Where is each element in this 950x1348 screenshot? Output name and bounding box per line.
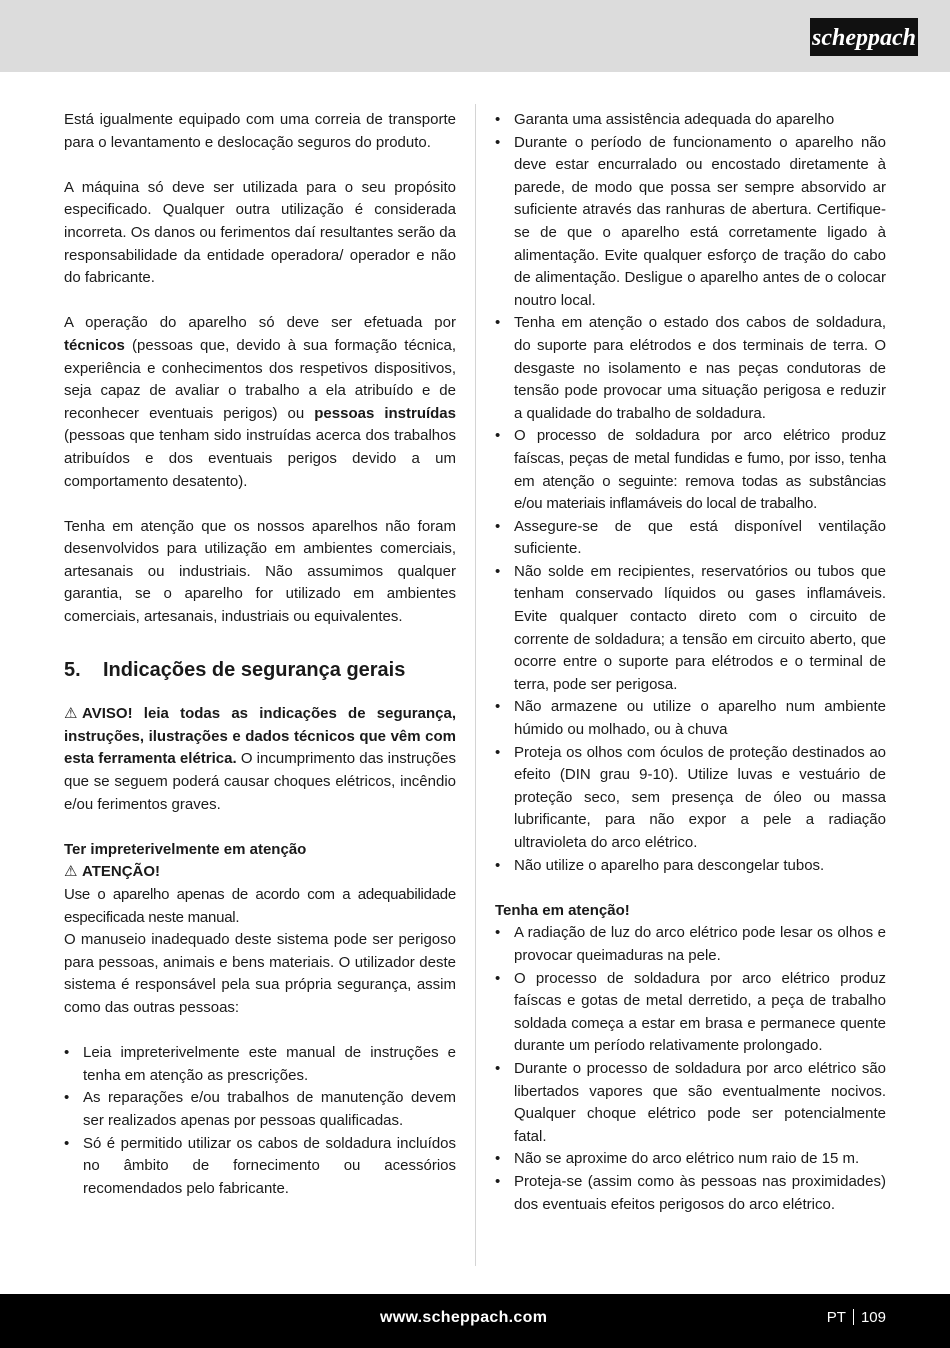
list-item: • Tenha em atenção o estado dos cabos de soldadura, do suporte para elétrodos e dos terminais de terra. O desgaste no isolamento e nas peças condutoras de tensão pode provocar uma situação perigosa e reduzir a qualidade do trabalho de soldadura. <box>495 314 886 422</box>
list-item: • O processo de soldadura por arco elétrico produz faíscas, peças de metal fundidas e fumo, por isso, tenha em atenção o seguinte: remova todas as substâncias e/ou materiais inflamáveis do local de trabalho. <box>495 427 886 513</box>
list-item: • A radiação de luz do arco elétrico pode lesar os olhos e provocar queimaduras na pele. <box>495 924 886 964</box>
list-item: • Não solde em recipientes, reservatórios ou tubos que tenham conservado líquidos ou gases inflamáveis. Evite qualquer contacto direto com o circuito de corrente de soldadura; a tensão em circuito aberto, que ocorre entre o suporte para elétrodos e o terminal de terra, pode ser perigosa. <box>495 562 886 693</box>
right-bullet-list <box>495 109 886 877</box>
term-technicians: técnicos <box>64 336 125 354</box>
scheppach-logo <box>810 18 918 56</box>
list-item: • Proteja-se (assim como às pessoas nas proximidades) dos eventuais efeitos perigosos do arco elétrico. <box>495 1172 886 1213</box>
page-footer <box>0 1294 950 1348</box>
paragraph-attention-1: Use o aparelho apenas de acordo com a adequabilidade especificada neste manual. <box>64 886 456 926</box>
paragraph-attention-2: O manuseio inadequado deste sistema pode ser perigoso para pessoas, animais e bens materiais. O utilizador deste sistema é responsável pela sua própria segurança, assim como das outras pessoas: <box>64 931 456 1016</box>
right-column <box>495 109 886 1216</box>
left-bullet-list <box>64 1042 456 1200</box>
list-item: • Garanta uma assistência adequada do aparelho <box>495 111 835 128</box>
page-number: 109 <box>860 1309 886 1326</box>
paragraph-intended-use: A máquina só deve ser utilizada para o seu propósito especificado. Qualquer outra utilização é considerada incorreta. Os danos ou ferimentos daí resultantes serão da responsabilidade da entidade operadora/ operador e não do fabricante. <box>64 178 456 287</box>
attention-heading-right: Tenha em atenção! <box>495 901 630 919</box>
list-item: • Assegure-se de que está disponível ventilação suficiente. <box>495 517 886 558</box>
list-item: • Não armazene ou utilize o aparelho num ambiente húmido ou molhado, ou à chuva <box>495 698 886 739</box>
page-indicator <box>827 1309 886 1326</box>
attention-heading: Ter impreterivelmente em atenção <box>64 840 307 858</box>
list-item: • Durante o processo de soldadura por arco elétrico são libertados vapores que são eventualmente nocivos. Qualquer choque elétrico pode ser potencialmente fatal. <box>495 1059 886 1145</box>
logo-text: scheppach <box>812 25 916 51</box>
website-link[interactable]: www.scheppach.com <box>380 1309 548 1326</box>
list-item: • Não se aproxime do arco elétrico num raio de 15 m. <box>495 1150 860 1168</box>
list-item: • O processo de soldadura por arco elétrico produz faíscas e gotas de metal derretido, a peça de trabalho soldada começa a estar em brasa e permanece quente durante um período relativamente prolongado. <box>495 969 886 1055</box>
language-code: PT <box>826 1309 846 1326</box>
right-bullet-list-2 <box>495 922 886 1216</box>
page-header <box>0 0 950 72</box>
left-column <box>64 109 456 1200</box>
paragraph-operators: A operação do aparelho só deve ser efetuada por técnicos (pessoas que, devido à sua formação técnica, experiência e conhecimentos dos respetivos dispositivos, seja capaz de avaliar o trabalho a ela atribuído e de reconhecer eventuais perigos) ou pessoas instruídas (pessoas que tenham sido instruídas acerca dos trabalhos atribuídos e dos eventuais perigos devido a um comportamento desatento). <box>64 314 456 490</box>
paragraph-commercial-use: Tenha em atenção que os nossos aparelhos não foram desenvolvidos para utilização em ambientes comerciais, artesanais ou industriais. Não assumimos qualquer garantia, se o aparelho for utilizado em ambientes comerciais, artesanais, industriais ou equivalentes. <box>64 517 456 626</box>
column-divider <box>475 104 476 1266</box>
list-item: • Leia impreterivelmente este manual de instruções e tenha em atenção as prescrições. <box>64 1044 456 1084</box>
warning-icon: ⚠ <box>64 863 78 881</box>
list-item: • Proteja os olhos com óculos de proteção destinados ao efeito (DIN grau 9-10). Utilize luvas e vestuário de proteção seco, sem presença de óleo ou massa lubrificante, para não expor a pele a radiação ultravioleta do arco elétrico. <box>495 743 886 851</box>
warning-icon: ⚠ <box>64 705 78 723</box>
list-item: • Só é permitido utilizar os cabos de soldadura incluídos no âmbito de fornecimento ou acessórios recomendados pelo fabricante. <box>64 1134 456 1197</box>
paragraph-warning: ⚠ AVISO! leia todas as indicações de segurança, instruções, ilustrações e dados técnicos que vêm com esta ferramenta elétrica. O incumprimento das instruções que se seguem poderá causar choques elétricos, incêndio e/ou ferimentos graves. <box>64 705 456 813</box>
list-item: • Durante o período de funcionamento o aparelho não deve estar encurralado ou encostado diretamente à parede, de modo que possa ser sempre absorvido ar suficiente através das ranhuras de abertura. Certifique-se de que o aparelho está corretamente ligado à alimentação. Evite qualquer esforço de tração do cabo de alimentação. Desligue o aparelho antes de o colocar noutro local. <box>495 133 886 309</box>
section-heading: 5. Indicações de segurança gerais <box>64 659 406 682</box>
term-instructed-persons: pessoas instruídas <box>314 404 456 422</box>
attention-label: ⚠ ATENÇÃO! <box>64 861 456 884</box>
list-item: • Não utilize o aparelho para descongelar tubos. <box>495 856 825 874</box>
list-item: • As reparações e/ou trabalhos de manutenção devem ser realizados apenas por pessoas qualificadas. <box>64 1089 456 1129</box>
paragraph-transport-strap: Está igualmente equipado com uma correia de transporte para o levantamento e deslocação seguros do produto. <box>64 111 456 151</box>
